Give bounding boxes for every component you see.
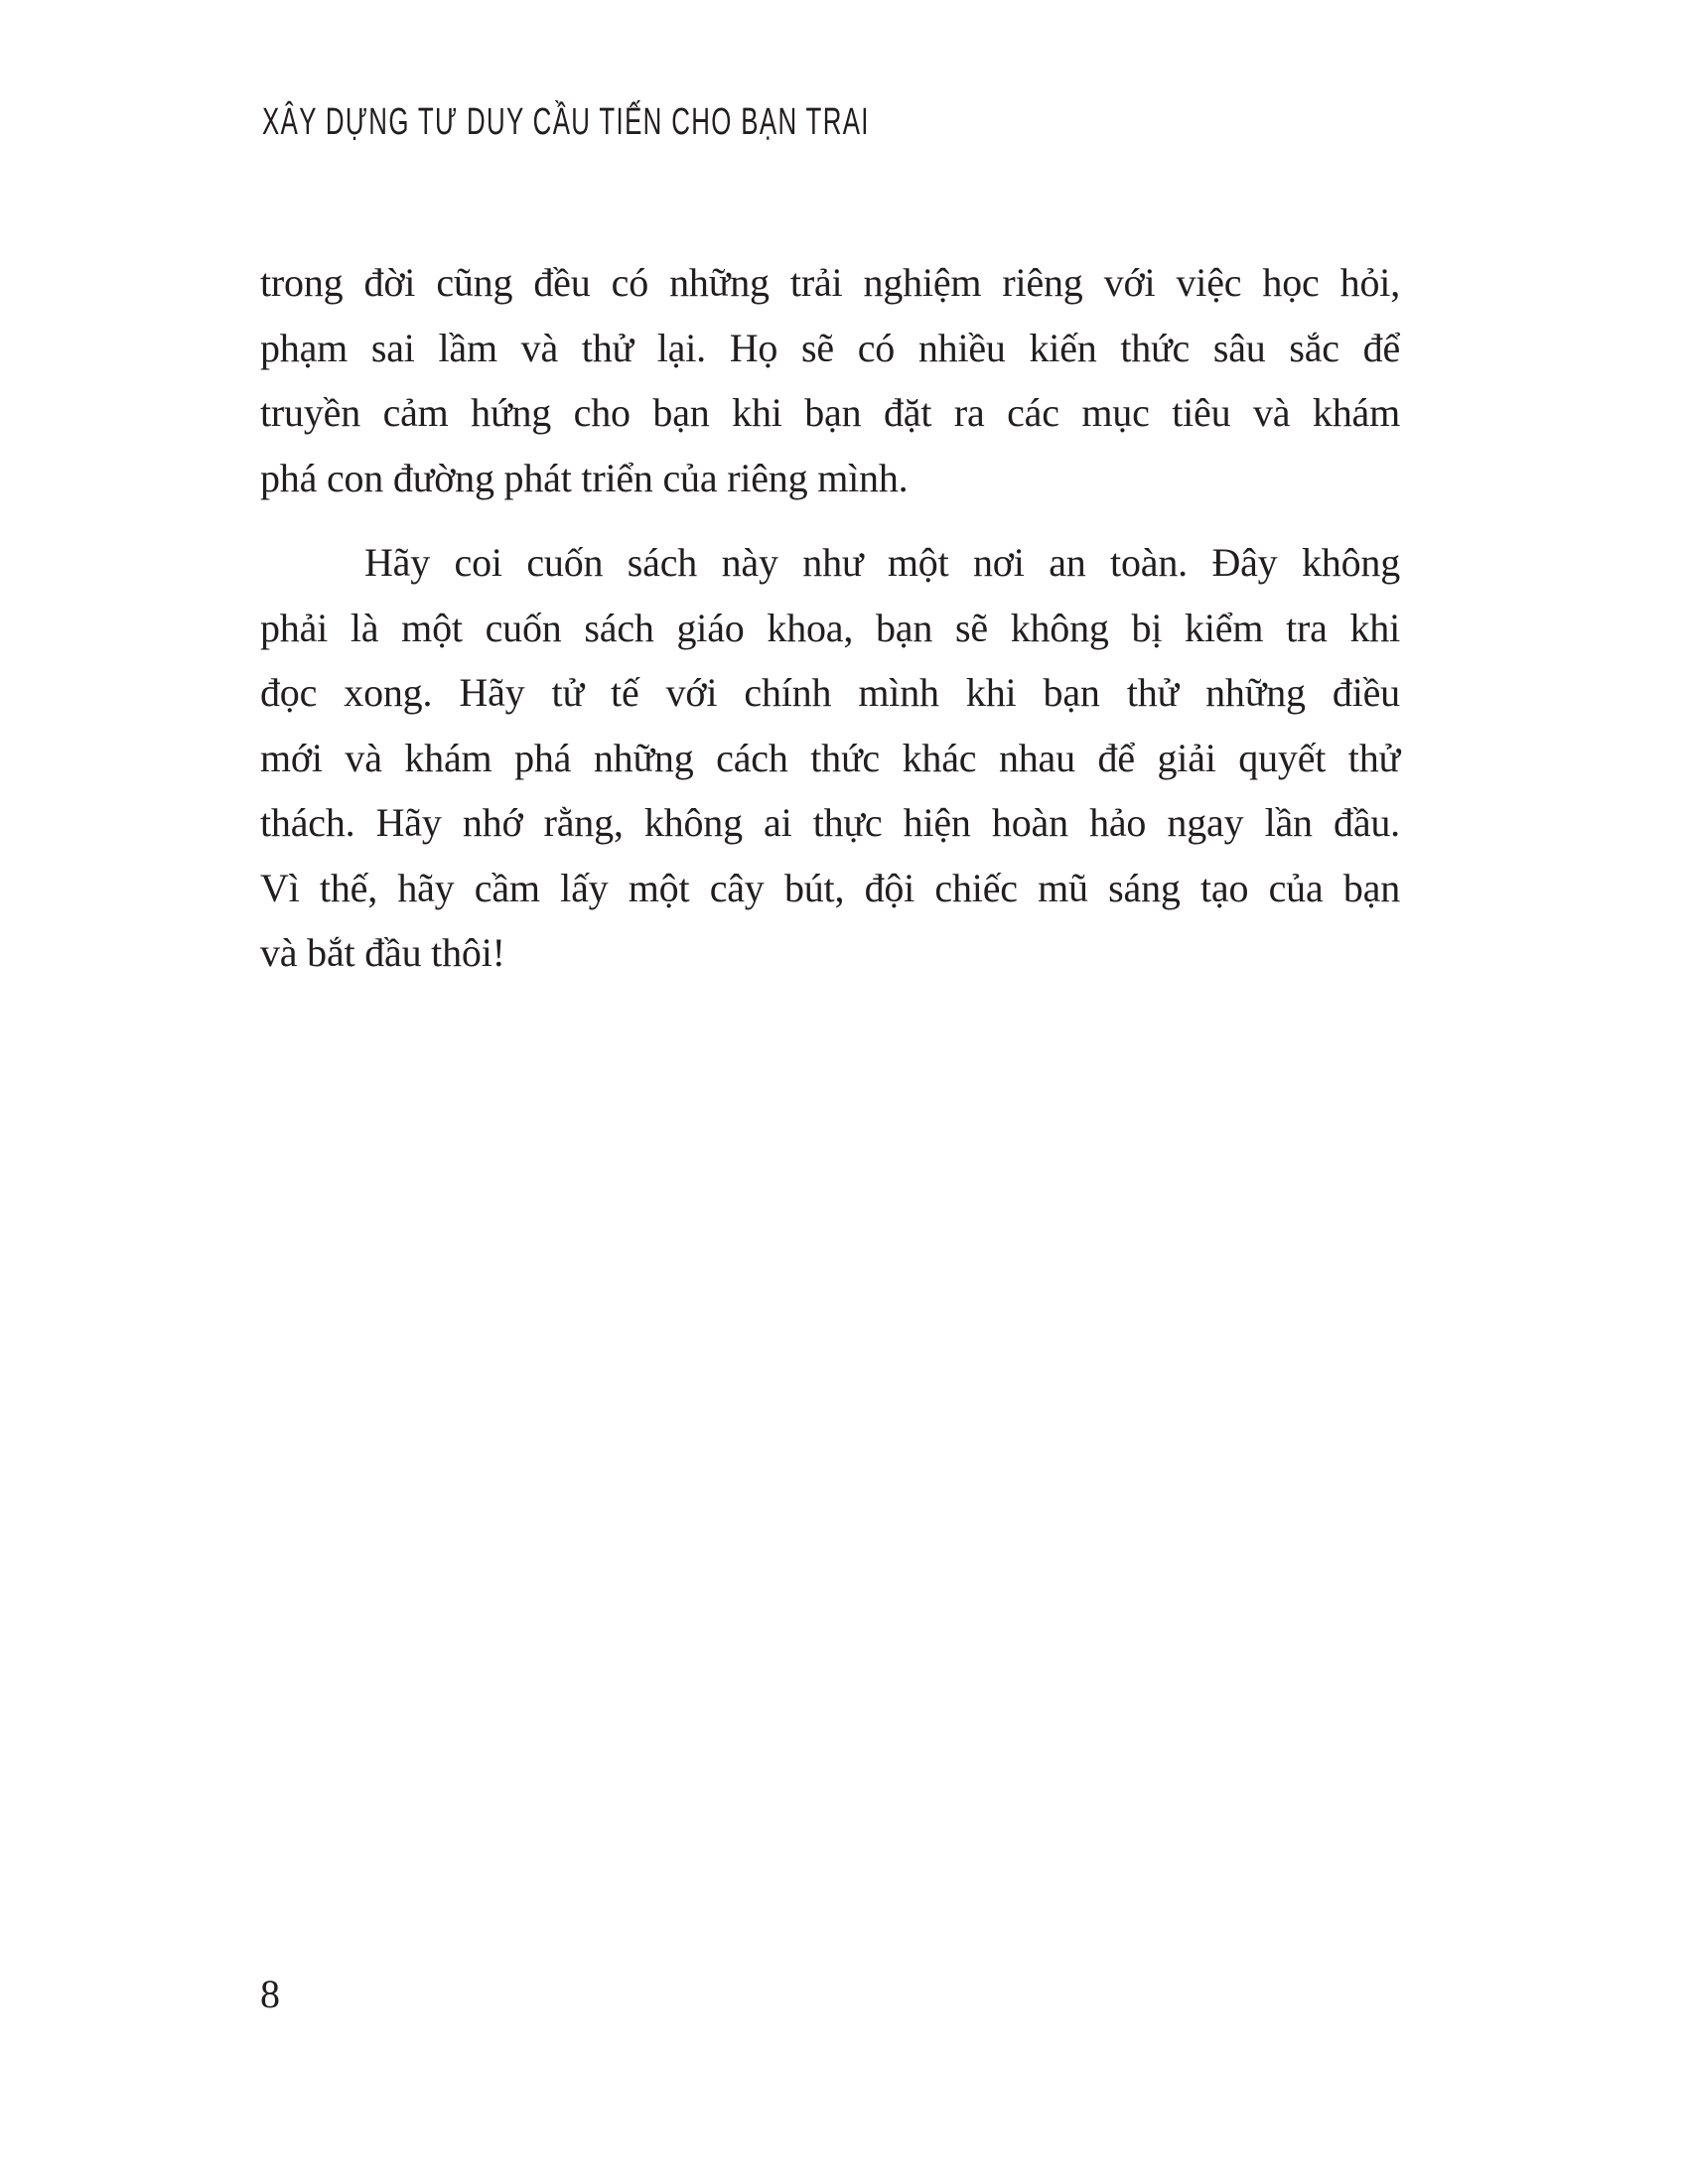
text-line: phá con đường phát triển của riêng mình. (260, 455, 909, 500)
text-line: Hãy coi cuốn sách này như một nơi an toàn. Đây không (364, 540, 1400, 585)
text-line: thách. Hãy nhớ rằng, không ai thực hiện hoàn hảo ngay lần đầu. (260, 800, 1400, 845)
text-line: đọc xong. Hãy tử tế với chính mình khi bạn thử những điều (260, 670, 1400, 715)
paragraph-1 (260, 250, 1400, 510)
paragraph-2 (260, 530, 1400, 986)
text-line: trong đời cũng đều có những trải nghiệm riêng với việc học hỏi, (260, 260, 1400, 305)
page-body (260, 250, 1400, 986)
text-line: phải là một cuốn sách giáo khoa, bạn sẽ không bị kiểm tra khi (260, 605, 1400, 650)
text-line: truyền cảm hứng cho bạn khi bạn đặt ra các mục tiêu và khám (260, 390, 1400, 435)
text-line: Vì thế, hãy cầm lấy một cây bút, đội chiếc mũ sáng tạo của bạn (260, 865, 1400, 910)
page-number: 8 (260, 1972, 280, 2016)
text-line: phạm sai lầm và thử lại. Họ sẽ có nhiều kiến thức sâu sắc để (260, 325, 1400, 370)
running-header-title: XÂY DỰNG TƯ DUY CẦU TIẾN CHO BẠN TRAI (262, 101, 870, 143)
text-line: và bắt đầu thôi! (260, 930, 505, 975)
text-line: mới và khám phá những cách thức khác nhau để giải quyết thử (260, 735, 1400, 780)
